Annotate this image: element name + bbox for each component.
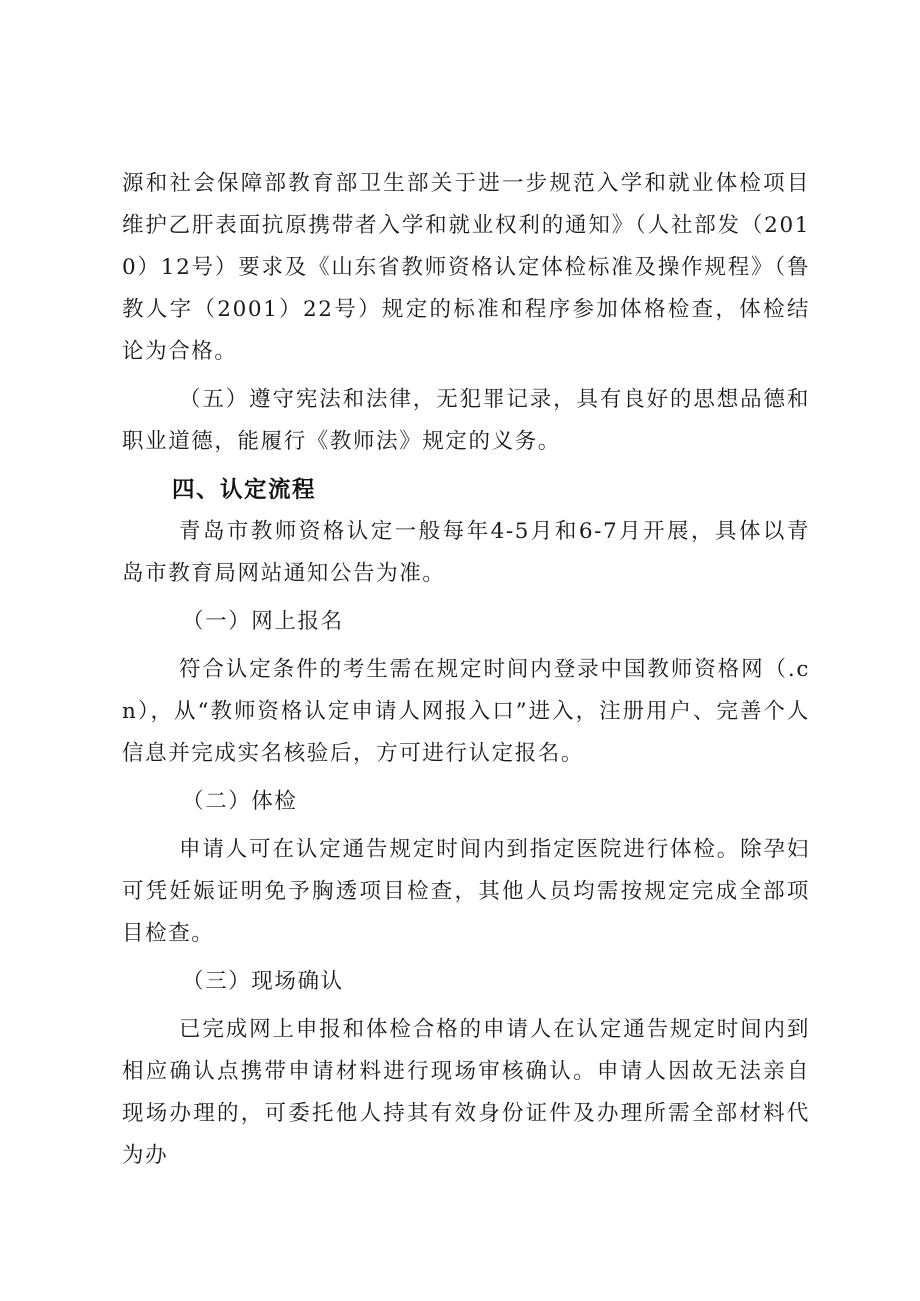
paragraph-online-registration: 符合认定条件的考生需在规定时间内登录中国教师资格网（.cn），从“教师资格认定申请人网报入口”进入，注册用户、完善个人信息并完成实名核验后，方可进行认定报名。 [122, 657, 810, 766]
paragraph-health-check-standard: 源和社会保障部教育部卫生部关于进一步规范入学和就业体检项目维护乙肝表面抗原携带者入学和就业权利的通知》（人社部发（2010）12号）要求及《山东省教师资格认定体检标准及操作规程》（鲁教人字（2001）22号）规定的标准和程序参加体格检查，体检结论为合格。 [122, 171, 810, 364]
subheading-physical-exam: （二）体检 [182, 789, 298, 814]
paragraph-onsite-confirmation: 已完成网上申报和体检合格的申请人在认定通告规定时间内到相应确认点携带申请材料进行现场审核确认。申请人因故无法亲自现场办理的，可委托他人持其有效身份证件及办理所需全部材料代为办 [122, 1017, 810, 1168]
paragraph-condition-five: （五）遵守宪法和法律，无犯罪记录，具有良好的思想品德和职业道德，能履行《教师法》规定的义务。 [122, 387, 810, 454]
document-body [122, 163, 810, 1177]
subheading-online-registration: （一）网上报名 [182, 609, 344, 634]
section-heading-process: 四、认定流程 [172, 477, 317, 503]
paragraph-physical-exam: 申请人可在认定通告规定时间内到指定医院进行体检。除孕妇可凭妊娠证明免予胸透项目检查，其他人员均需按规定完成全部项目检查。 [122, 837, 810, 946]
paragraph-schedule: 青岛市教师资格认定一般每年4-5月和6-7月开展，具体以青岛市教育局网站通知公告为准。 [122, 519, 810, 586]
subheading-onsite-confirmation: （三）现场确认 [182, 969, 344, 994]
